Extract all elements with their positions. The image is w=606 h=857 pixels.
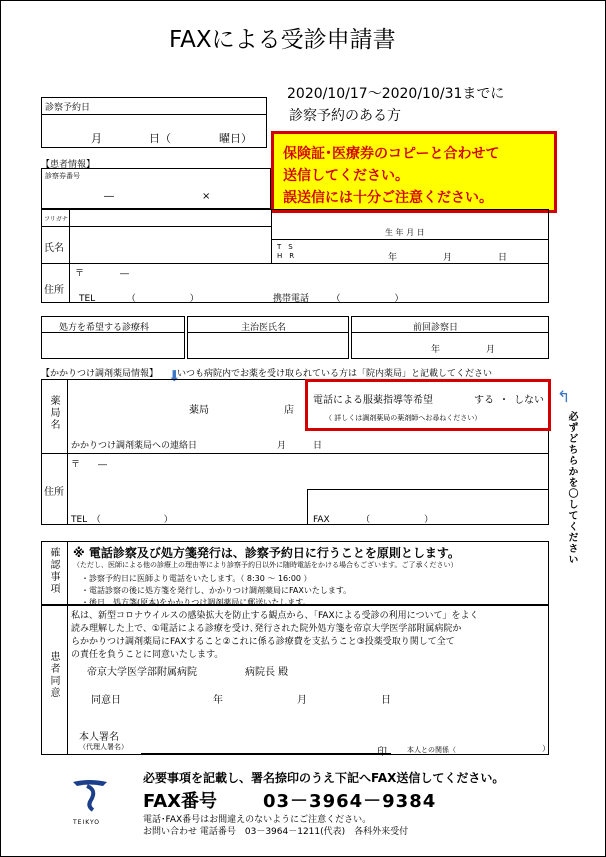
footer-instruction: 必要事項を記載し、署名捺印のうえ下記へFAX送信してください。 (143, 771, 505, 785)
seal-mark: 印 (377, 747, 387, 758)
last-visit-month: 月 (486, 345, 496, 355)
pharmacy-inhouse-note: いつも病院内でお薬を受け取られている方は「院内薬局」と記載してください (177, 369, 493, 379)
reservation-label: 診察予約日 (45, 103, 91, 113)
notice-line-1: 保険証･医療券のコピーと合わせて (283, 146, 500, 162)
patient-postal: 〒 ― (75, 269, 130, 279)
notice-line-3: 誤送信には十分ご注意ください。 (283, 190, 493, 206)
relation-close: ） (542, 744, 550, 753)
consent-text-3: らかかりつけ調剤薬局にFAXすること②これに係る診療費を支払うこと③投薬受取り関して全て (71, 637, 455, 647)
confirm-label: 確認事項 (48, 547, 59, 595)
pharmacy-branch-suffix: 店 (284, 405, 294, 416)
page-title: FAXによる受診申請書 (169, 27, 396, 53)
notice-line-2: 送信してください。 (283, 168, 409, 184)
guidance-separator: ・ (499, 395, 509, 406)
pharmacy-contact-month: 月 (277, 441, 287, 451)
consent-text-4: の責任を負うことに同意いたします。 (71, 650, 224, 660)
teikyo-logo-icon (67, 776, 113, 818)
consent-day: 日 (381, 695, 391, 706)
consent-month: 月 (297, 695, 307, 706)
pharmacy-contact-day: 日 (313, 441, 323, 451)
number-warning: 電話･FAX番号はお間違えのないようにご注意ください。 (143, 815, 372, 825)
consent-text-2: 読み理解した上で、①電話による診療を受け､発行された院外処方箋を帝京大学医学部附属病院か (71, 624, 462, 634)
name-block (41, 209, 549, 303)
doctor-header: 主治医氏名 (241, 323, 287, 333)
pharmacy-tel: TEL （ ） (71, 515, 173, 525)
address-label: 住所 (44, 285, 64, 296)
pharmacy-contact-label: かかりつけ調剤薬局への連絡日 (71, 441, 198, 451)
guidance-note: （ 詳しくは調剤薬局の薬剤師へお尋ねください） (325, 414, 482, 422)
circle-instruction: 必ずどちらかを〇してください (566, 411, 577, 565)
confirm-item-1: ・診察予約日に医師より電話をいたします。（ 8:30 〜 16:00 ） (81, 574, 312, 583)
hook-arrow-icon: ↰ (557, 387, 571, 406)
patient-id-label: 診察券番号 (45, 172, 80, 180)
patient-id-dash: ― (104, 191, 114, 202)
consent-date-label: 同意日 (91, 695, 121, 706)
consent-text-1: 私は、新型コロナウイルスの感染拡大を防止する観点から、「FAXによる受診の利用について」をよく (71, 611, 479, 621)
pharmacy-postal: 〒 ― (71, 460, 108, 470)
birth-day: 日 (498, 253, 508, 263)
guidance-no[interactable]: しない (514, 395, 544, 406)
consent-label: 患者同意 (48, 651, 59, 699)
name-label: 氏名 (44, 243, 64, 254)
birth-year: 年 (388, 253, 398, 263)
era-options: T S H R (277, 243, 295, 260)
fax-label: FAX番号 (143, 791, 218, 812)
pharmacy-name-label: 薬局名 (48, 395, 59, 431)
patient-section-label: 【患者情報】 (41, 160, 96, 170)
patient-name-input[interactable] (75, 233, 265, 253)
down-arrow-icon: ⬇ (168, 367, 181, 385)
guidance-label: 電話による服薬指導等希望 (313, 395, 433, 406)
pharmacy-section-label: 【かかりつけ調剤薬局情報】 (41, 369, 159, 379)
logo-text: TEIKYO (73, 819, 101, 826)
confirm-item-2: ・電話診察の後に処方箋を発行し、かかりつけ調剤薬局にFAXいたします。 (81, 586, 352, 595)
last-visit-header: 前回診察日 (413, 323, 459, 333)
birth-month: 月 (443, 253, 453, 263)
reservation-month: 月 (91, 132, 102, 145)
period-subtext: 診察予約のある方 (289, 108, 401, 124)
last-visit-year: 年 (431, 345, 441, 355)
birth-header: 生 年 月 日 (385, 228, 425, 237)
period-text: 2020/10/17〜2020/10/31までに (287, 86, 505, 102)
confirm-subnote: （ただし、医師による他の診療上の理由等により診察予約日以外に随時電話をかける場合もございます。ご了承ください） (73, 561, 458, 569)
reservation-weekday: 曜日） (219, 132, 252, 145)
pharmacy-store-suffix: 薬局 (189, 405, 209, 416)
patient-mobile: 携帯電話 （ ） (273, 294, 404, 304)
relation-label: 本人との関係（ (407, 746, 456, 754)
guidance-yes[interactable]: する (474, 395, 494, 406)
furigana-label: フリガナ (44, 216, 68, 223)
dept-header: 処方を希望する診療科 (59, 323, 150, 333)
signature-label: 本人署名 (79, 732, 119, 743)
proxy-signature-label: （代理人署名） (79, 743, 128, 751)
consent-hospital: 帝京大学医学部附属病院 (87, 667, 197, 678)
consent-year: 年 (213, 695, 223, 706)
fax-number: 03－3964－9384 (263, 791, 437, 812)
confirm-item-3: ・後日、処方箋(原本)をかかりつけ調剤薬局に郵送いたします。 (81, 598, 311, 607)
pharmacy-address-label: 住所 (44, 487, 64, 498)
consent-director: 病院長 殿 (245, 667, 289, 678)
confirm-headline: ※ 電話診察及び処方箋発行は、診察予約日に行うことを原則とします。 (73, 546, 460, 560)
signature-input[interactable] (143, 735, 373, 751)
patient-tel: TEL （ ） (79, 294, 199, 304)
inquiry-info: お問い合わせ 電話番号 03－3964－1211(代表) 各科外来受付 (143, 827, 409, 837)
pharmacy-fax: FAX （ ） (313, 515, 434, 525)
reservation-day: 日（ (149, 132, 171, 145)
patient-id-check: × (202, 191, 211, 202)
